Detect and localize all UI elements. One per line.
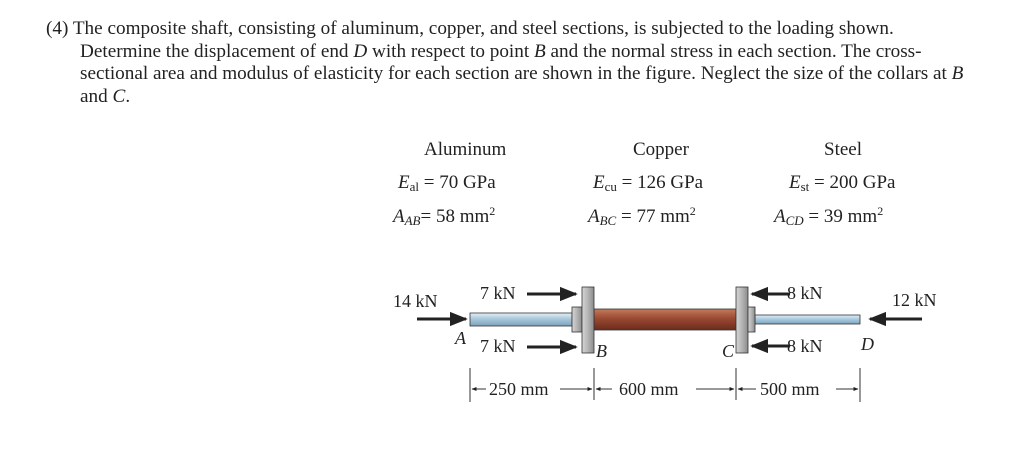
dimension-label-bc: 600 mm <box>619 379 679 399</box>
problem-text-2: with respect to point <box>367 40 534 62</box>
point-label-b: B <box>596 341 607 361</box>
problem-text-3: and the normal stress in each section. The cross-sectional area and modulus of elasticity for each section are shown in the figure. Neglect the size of the collars at <box>80 40 952 84</box>
collar-c-ref: C <box>112 85 126 107</box>
problem-number: (4) <box>46 18 69 39</box>
copper-segment <box>594 309 736 330</box>
load-label-12kn: 12 kN <box>892 290 937 310</box>
point-b-ref: B <box>533 40 546 62</box>
point-label-c: C <box>722 341 735 361</box>
load-label-8kn-top: 8 kN <box>787 283 823 303</box>
section-name-copper: Copper <box>633 139 689 160</box>
collar-b <box>572 287 594 353</box>
load-label-14kn: 14 kN <box>393 291 438 311</box>
point-label-d: D <box>861 334 874 354</box>
modulus-aluminum: $E_{al} = 70$ GPa <box>398 172 496 194</box>
point-d-ref: D <box>353 40 368 62</box>
load-label-7kn-top: 7 kN <box>480 283 516 303</box>
section-name-steel: Steel <box>824 139 862 160</box>
modulus-steel: $E_{st} = 200$ GPa <box>789 172 896 194</box>
dimension-label-cd: 500 mm <box>760 379 820 399</box>
problem-text-1: The composite shaft, consisting of aluminum, copper, and steel sections, is subjected to the loading shown. Determine the displacement of end <box>72 18 894 62</box>
load-label-8kn-bottom: 8 kN <box>787 336 823 356</box>
point-label-a: A <box>455 328 466 348</box>
problem-text-4: and <box>80 85 113 107</box>
problem-text-5: . <box>125 85 131 107</box>
section-name-aluminum: Aluminum <box>424 139 507 160</box>
steel-segment <box>755 315 860 324</box>
modulus-copper: $E_{cu} = 126$ GPa <box>593 172 704 194</box>
collar-b-ref: B <box>951 63 964 84</box>
dimension-label-ab: 250 mm <box>489 379 549 399</box>
aluminum-segment <box>470 313 572 326</box>
collar-c <box>736 287 755 353</box>
area-aluminum: $A_{AB}= 58$ $mm^2$ <box>393 204 496 228</box>
area-steel: $A_{CD} = 39$ $mm^2$ <box>774 204 884 228</box>
area-copper: $A_{BC} = 77$ $mm^2$ <box>588 204 696 228</box>
load-label-7kn-bottom: 7 kN <box>480 336 516 356</box>
